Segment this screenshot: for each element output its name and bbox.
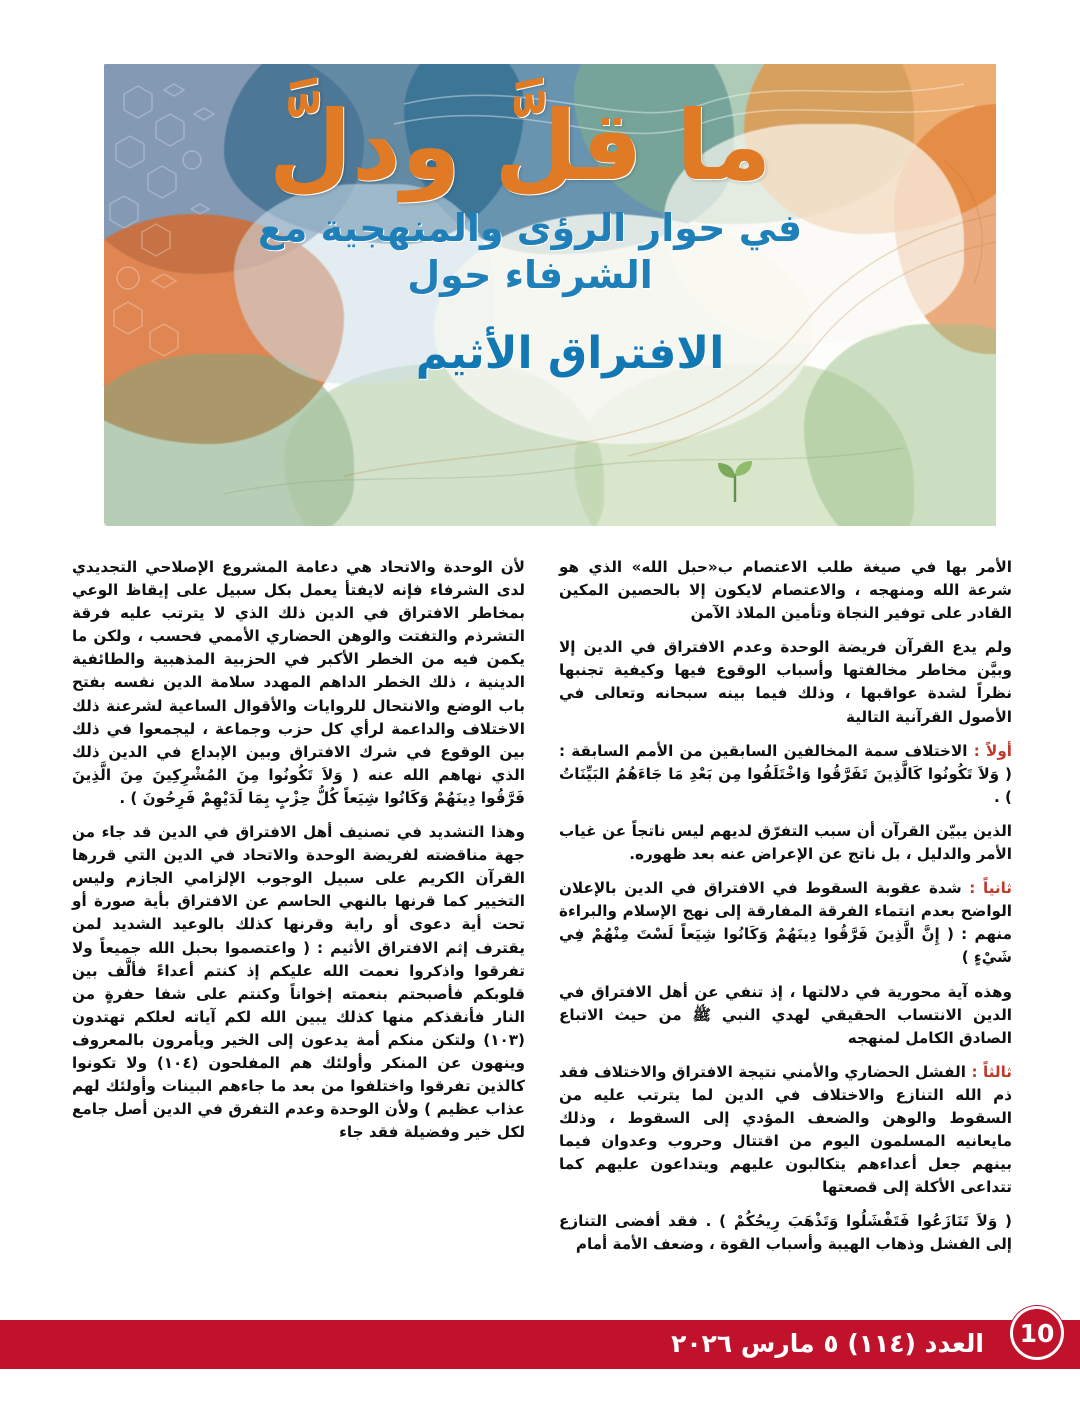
paragraph-lead: أولاً : — [973, 741, 1012, 760]
page-number-badge: 10 — [1010, 1306, 1064, 1360]
hero-subtitle-line-1: في حوار الرؤى والمنهجية مع — [257, 206, 803, 250]
hero-text-block — [104, 64, 996, 526]
paragraph — [559, 740, 1012, 809]
paragraph — [559, 981, 1012, 1050]
paragraph-text: ولم يدع القرآن فريضة الوحدة وعدم الافتراق في الدين إلا وبيَّن مخاطر مخالفتها وأسباب الوقوع فيها وكيفية تجنبها نظراً لشدة عواقبها ، وذلك فيما بينه سبحانه وتعالى في الأصول القرآنية التالية — [559, 638, 1012, 726]
column-right — [559, 556, 1012, 1294]
paragraph-text: الأمر بها في صيغة طلب الاعتصام ب«حبل الله» الذي هو شرعة الله ومنهجه ، والاعتصام لايكون إلا بالحصين المكين القادر على توفير النجاة وتأمين الملاذ الآمن — [559, 558, 1012, 623]
article-hero-banner — [104, 64, 996, 526]
hero-subtitle-line-3: الافتراق الأثيم — [415, 327, 725, 379]
paragraph-text: شدة عقوبة السقوط في الافتراق في الدين بالإعلان الواضح بعدم انتماء الفرقة المفارقة إلى نهج الإسلام والبراءة منهم : ( إِنَّ الَّذِينَ فَرَّقُوا دِينَهُمْ وَكَانُوا شِيَعاً لَسْتَ مِنْهُمْ فِي شَيْءٍ ) — [559, 879, 1012, 967]
paragraph-text: وهذه آية محورية في دلالتها ، إذ تنفي عن أهل الافتراق في الدين الانتساب الحقيقي لهدي النبي ﷺ من حيث الاتباع الصادق الكامل لمنهجه — [559, 982, 1012, 1047]
article-body — [72, 556, 1012, 1294]
paragraph — [72, 821, 525, 1144]
page-footer-bar — [0, 1320, 1080, 1366]
paragraph-lead: ثالثاً : — [971, 1062, 1013, 1081]
paragraph-text: ( وَلاَ تَنَازَعُوا فَتَفْشَلُوا وَتَذْهَبَ رِيحُكُمْ ) . فقد أفضى التنازع إلى الفشل وذهاب الهيبة وأسباب القوة ، وضعف الأمة أمام — [559, 1212, 1012, 1254]
hero-title: ما قلَّ ودلَّ — [268, 90, 772, 202]
sprout-icon — [712, 452, 758, 504]
paragraph — [72, 556, 525, 810]
paragraph — [559, 556, 1012, 625]
paragraph-text: الاختلاف سمة المخالفين السابقين من الأمم السابقة : ( وَلاَ تَكُونُوا كَالَّذِينَ تَفَرَّقُوا وَاخْتَلَفُوا مِن بَعْدِ مَا جَاءَهُمُ البَيِّنَاتُ ) . — [559, 741, 1012, 806]
paragraph — [559, 1061, 1012, 1200]
paragraph-text: وهذا التشديد في تصنيف أهل الافتراق في الدين قد جاء من جهة مناقضته لفريضة الوحدة والاتحاد في الدين التي قررها القرآن الكريم على سبيل الوجوب الإلزامي الجازم وليس التخيير كما قرنها بالنهي الحاسم عن الافتراق بأية صورة أو تحت أية دعوى أو راية وقرنها كذلك بالوعيد الشديد لمن يقترف إثم الافتراق الأثيم : ( واعتصموا بحبل الله جميعاً ولا تفرقوا واذكروا نعمت الله عليكم إذ كنتم أعداءً فألَّف بين قلوبكم فأصبحتم بنعمته إخواناً وكنتم على شفا حفرةٍ من النار فأنقذكم منها كذلك يبين الله لكم آياته لعلكم تهتدون (١٠٣) ولتكن منكم أمة يدعون إلى الخير ويأمرون بالمعروف وينهون عن المنكر وأولئك هم المفلحون (١٠٤) ولا تكونوا كالذين تفرقوا واختلفوا من بعد ما جاءهم البينات وأولئك لهم عذاب عظيم ) ولأن الوحدة وعدم التفرق في الدين أصل جامع لكل خير وفضيلة فقد جاء — [72, 823, 525, 1142]
paragraph — [559, 820, 1012, 866]
issue-label: العدد (١١٤) ٥ مارس ٢٠٢٦ — [671, 1328, 984, 1358]
paragraph-text: الذين يبيّن القرآن أن سبب التفرّق لديهم ليس ناتجاً عن غياب الأمر والدليل ، بل ناتج عن الإعراض عنه بعد ظهوره. — [559, 821, 1012, 864]
paragraph-text: لأن الوحدة والاتحاد هي دعامة المشروع الإصلاحي التجديدي لدى الشرفاء فإنه لايفتأ يعمل بكل سبيل على إيقاظ الوعي بمخاطر الافتراق في الدين ذلك الذي لا يترتب عليه فرقة التشرذم والتفتت والوهن الحضاري الأممي فحسب ، ولكن ما يكمن فيه من الخطر الأكبر في الحزبية المذهبية والطائفية الدينية ، ذلك الخطر الداهم المهدد سلامة الدين نفسه بفتح باب الوضع والانتحال للروايات والأقوال الساعية لشرعنة ذلك الاختلاف والداعمة لرأي كل حزب وجماعة ، ليجمعوا في ذلك بين الوقوع في شرك الافتراق وبين الإبداع في الدين ذلك الذي نهاهم الله عنه ( وَلاَ تَكُونُوا مِنَ المُشْرِكِينَ مِنَ الَّذِينَ فَرَّقُوا دِينَهُمْ وَكَانُوا شِيَعاً كُلُّ حِزْبٍ بِمَا لَدَيْهِمْ فَرِحُونَ ) . — [72, 558, 525, 807]
paragraph — [559, 877, 1012, 969]
paragraph — [559, 1210, 1012, 1256]
paragraph — [559, 636, 1012, 728]
hero-subtitle-line-2: الشرفاء حول — [407, 252, 653, 297]
paragraph-lead: ثانياً : — [969, 879, 1013, 898]
column-left — [72, 556, 525, 1294]
footer-divider — [0, 1366, 1080, 1369]
paragraph-text: الفشل الحضاري والأمني نتيجة الافتراق والاختلاف فقد ذم الله التنازع والاختلاف في الدين لما يترتب عليه من السقوط والوهن والضعف المؤدي إلى السقوط ، وذلك مايعانيه المسلمون اليوم من اقتتال وحروب وعدوان فيما بينهم جعل أعداءهم يتكالبون عليهم ويتداعون عليهم كما تتداعى الأكلة إلى قصعتها — [559, 1062, 1012, 1197]
